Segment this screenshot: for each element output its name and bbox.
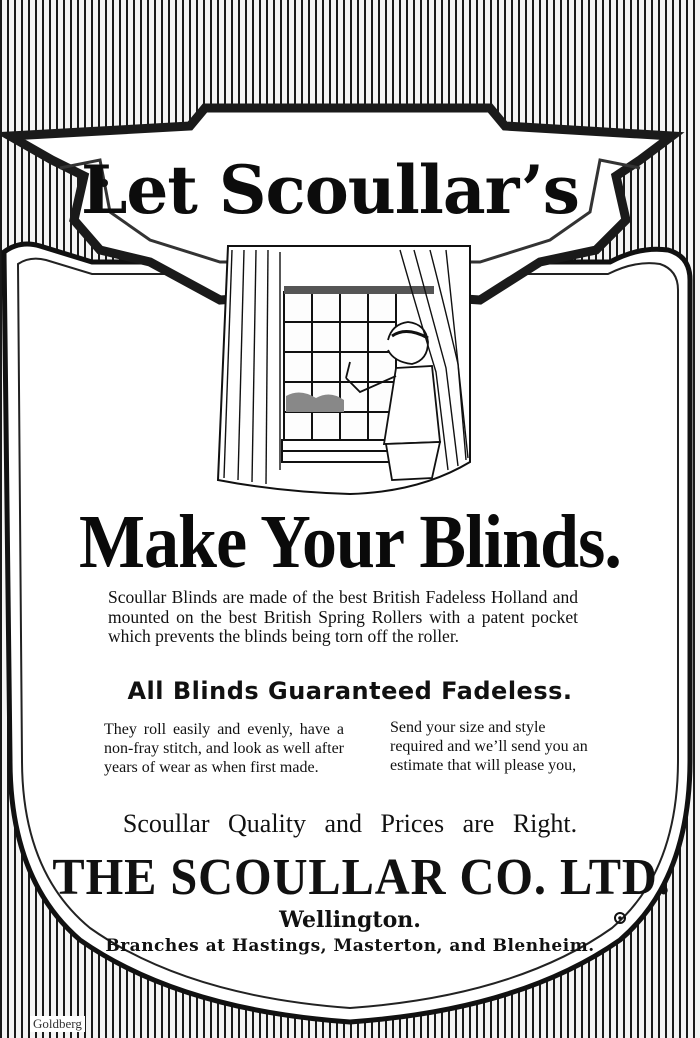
guarantee-line: All Blinds Guaranteed Fadeless. [127,677,573,705]
window-illustration [218,246,470,494]
headline: Make Your Blinds. [79,500,621,584]
company-name: THE SCOULLAR CO. LTD. [52,849,671,906]
branches-line: Branches at Hastings, Masterton, and Blenheim. [105,936,595,956]
body-paragraph: Scoullar Blinds are made of the best British Fadeless Holland and mounted on the best British Spring Rollers with a patent pocket which prevents the blinds being torn off the roller. [108,587,578,646]
city-name: Wellington. [279,907,421,933]
quality-line: Scoullar Quality and Prices are Right. [122,809,578,838]
left-column-text: They roll easily and evenly, have a non-fray stitch, and look as well after years of wear as when first made. [104,721,344,776]
banner-title: Let Scoullar’s [81,151,579,229]
artist-signature: Goldberg [30,1016,85,1032]
right-column-text: Send your size and style required and we’ll send you an estimate that will please you, [390,719,588,774]
